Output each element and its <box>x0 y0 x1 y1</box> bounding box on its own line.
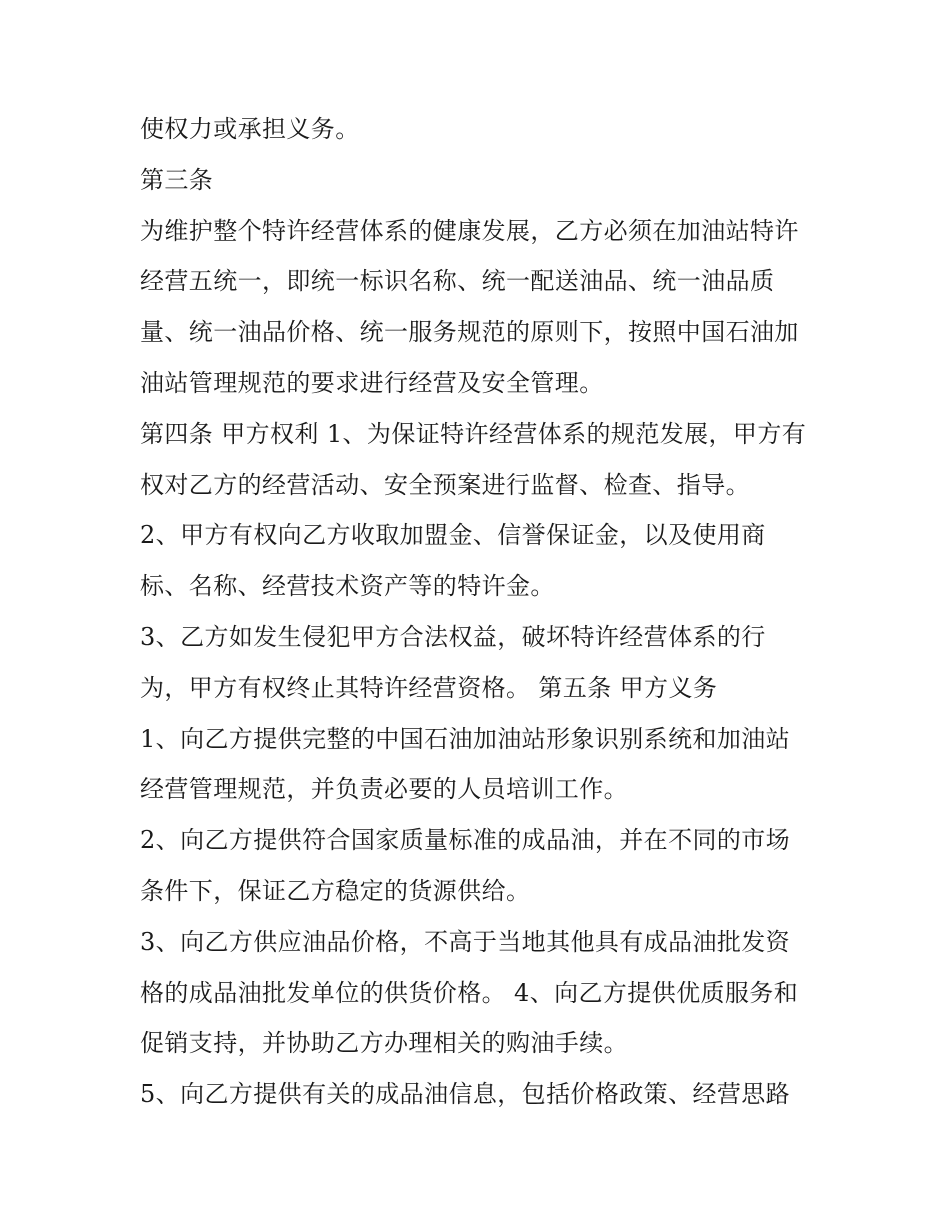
text-line: 量、统一油品价格、统一服务规范的原则下，按照中国石油加 <box>140 318 799 347</box>
text-line: 促销支持，并协助乙方办理相关的购油手续。 <box>140 1029 628 1058</box>
text-line: 标、名称、经营技术资产等的特许金。 <box>140 572 555 601</box>
text-line: 3、向乙方供应油品价格，不高于当地其他具有成品油批发资 <box>140 927 791 956</box>
text-line: 条件下，保证乙方稳定的货源供给。 <box>140 876 531 905</box>
text-line: 3、乙方如发生侵犯甲方合法权益，破坏特许经营体系的行 <box>140 622 766 651</box>
text-line: 为维护整个特许经营体系的健康发展，乙方必须在加油站特许 <box>140 216 799 245</box>
text-line: 经营管理规范，并负责必要的人员培训工作。 <box>140 775 628 804</box>
text-line: 油站管理规范的要求进行经营及安全管理。 <box>140 368 604 397</box>
text-line: 1、向乙方提供完整的中国石油加油站形象识别系统和加油站 <box>140 724 791 753</box>
text-line: 5、向乙方提供有关的成品油信息，包括价格政策、经营思路 <box>140 1080 791 1109</box>
text-line: 经营五统一，即统一标识名称、统一配送油品、统一油品质 <box>140 267 775 296</box>
text-line: 第三条 <box>140 165 214 194</box>
text-line: 2、甲方有权向乙方收取加盟金、信誉保证金，以及使用商 <box>140 521 766 550</box>
document-body <box>140 104 840 1120</box>
text-line: 使权力或承担义务。 <box>140 115 360 143</box>
text-line: 权对乙方的经营活动、安全预案进行监督、检查、指导。 <box>140 470 750 499</box>
text-line: 第四条 甲方权利 1、为保证特许经营体系的规范发展，甲方有 <box>140 419 807 448</box>
text-line: 为，甲方有权终止其特许经营资格。 第五条 甲方义务 <box>140 673 718 702</box>
text-line: 2、向乙方提供符合国家质量标准的成品油，并在不同的市场 <box>140 826 791 855</box>
text-line: 格的成品油批发单位的供货价格。 4、向乙方提供优质服务和 <box>140 978 799 1007</box>
